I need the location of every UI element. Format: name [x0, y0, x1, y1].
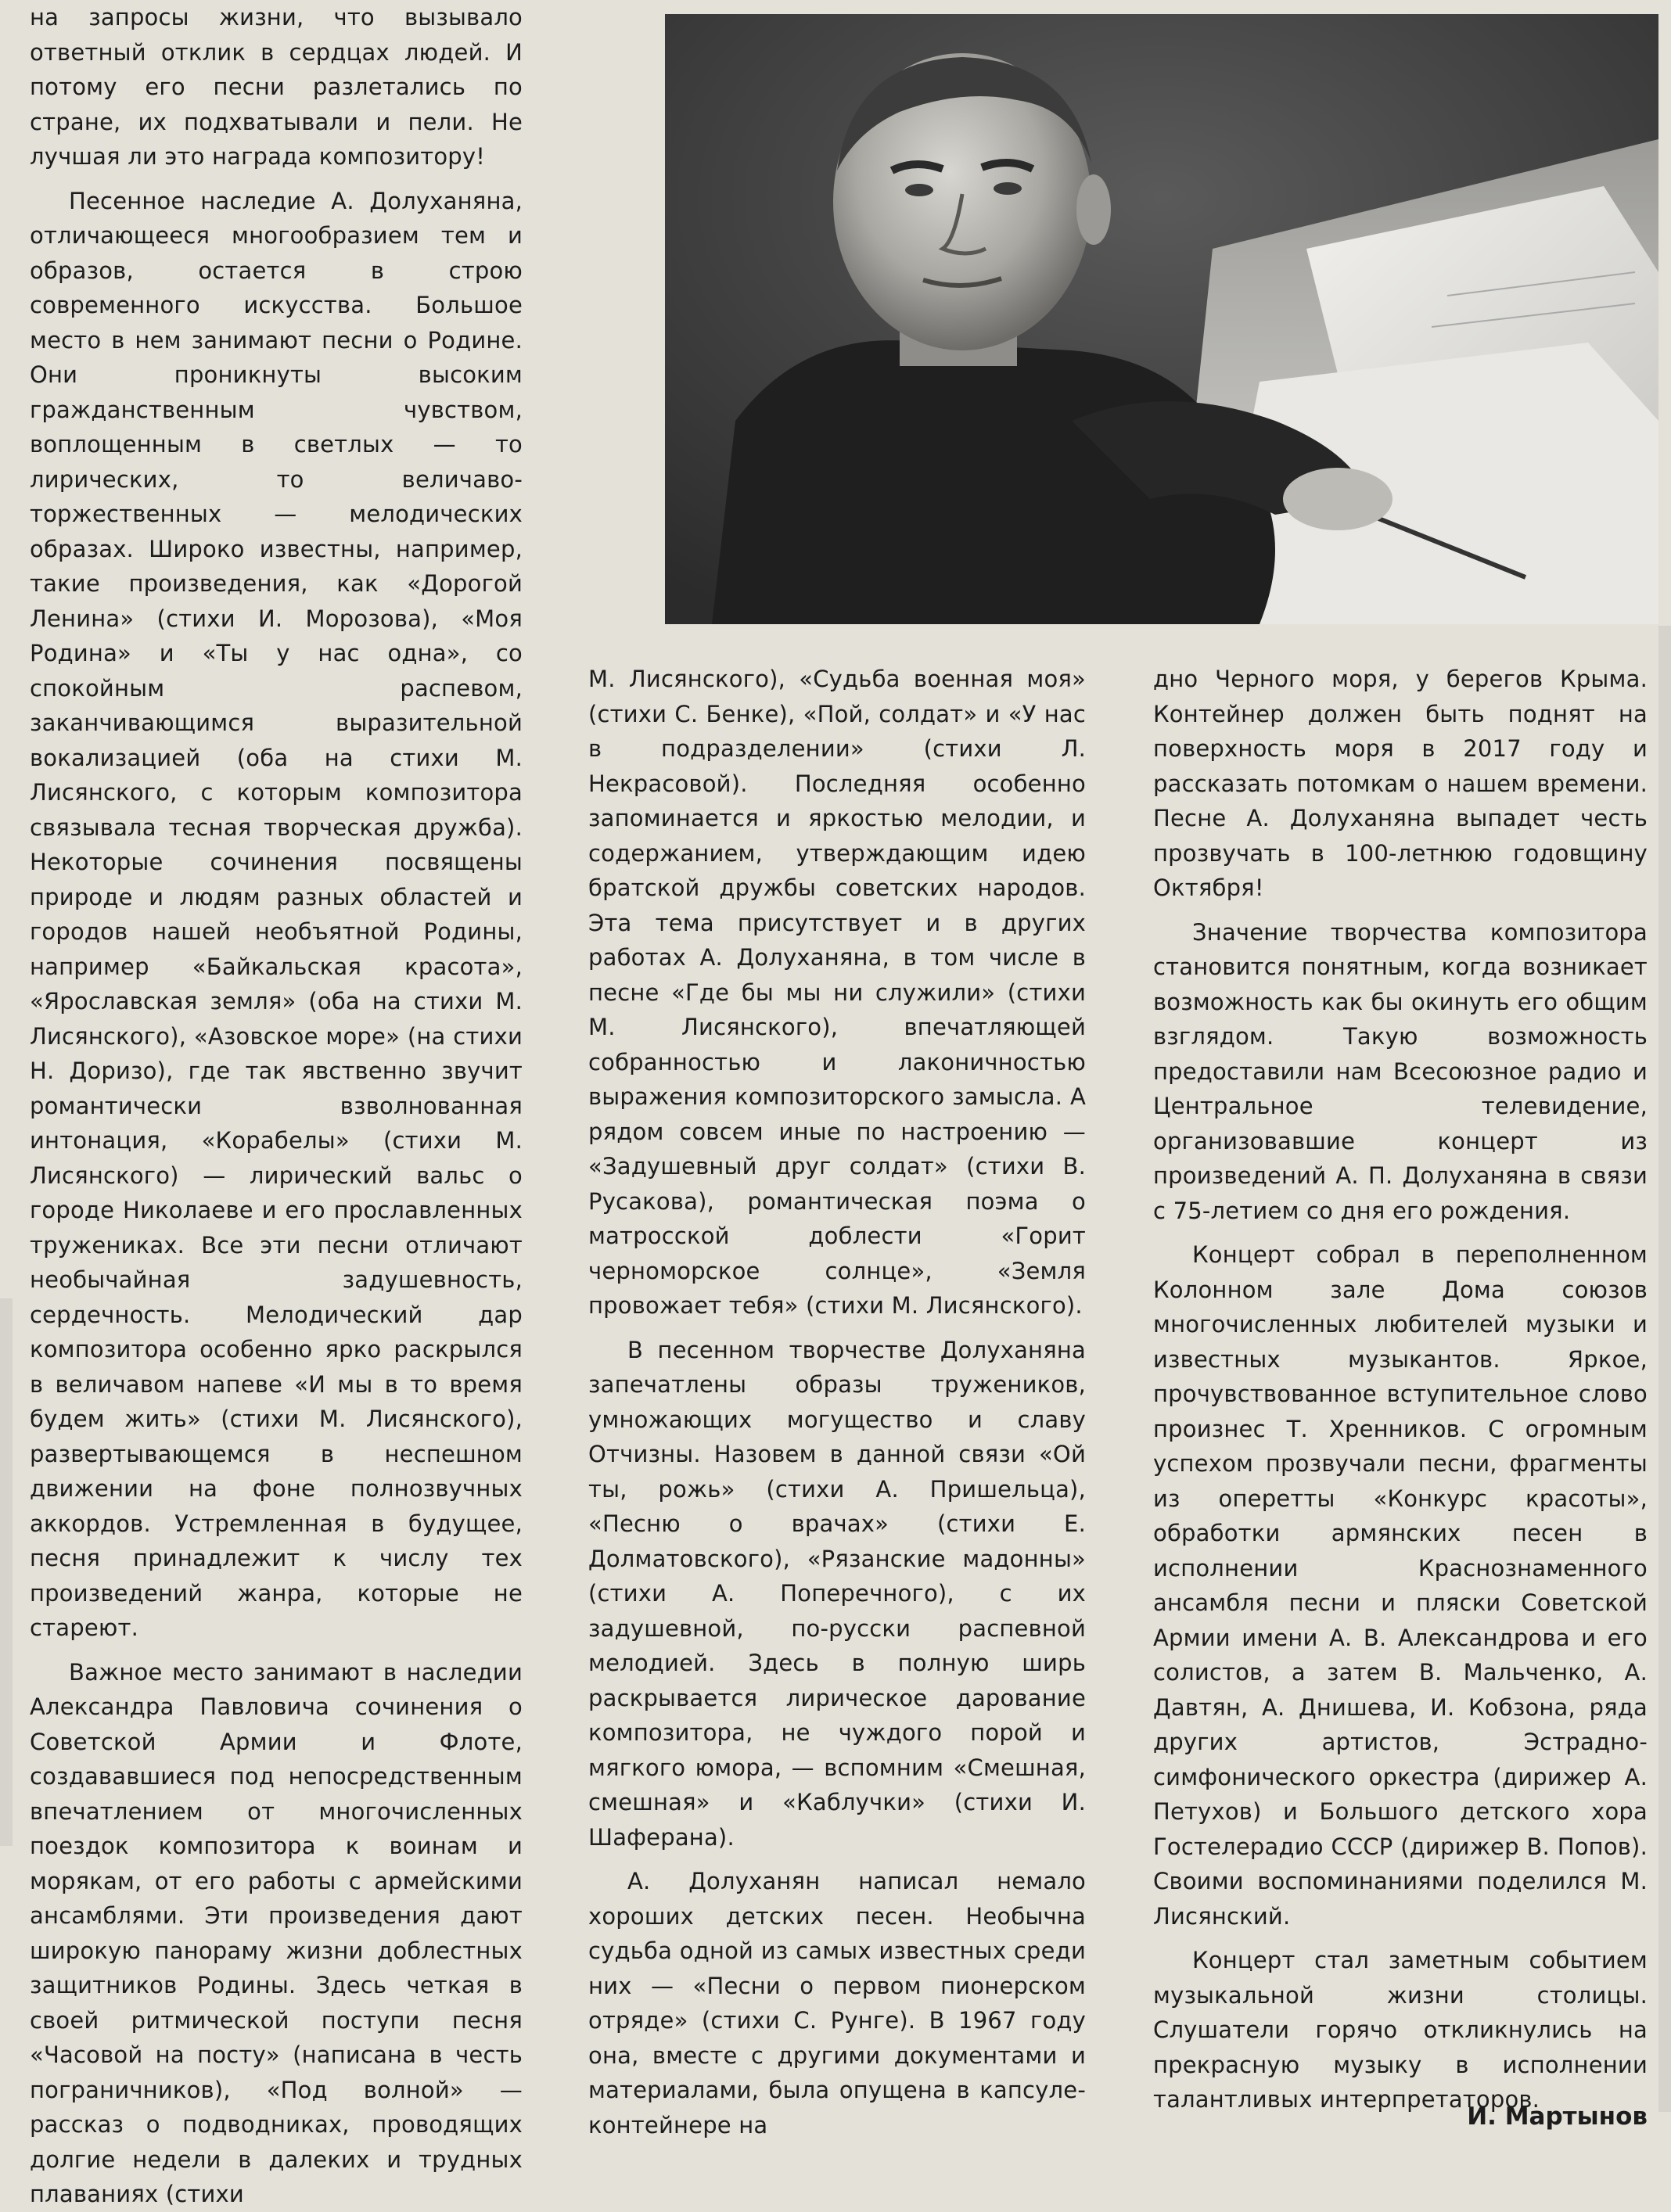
paragraph: Песенное наследие А. Долуханяна, отличающееся многообразием тем и образов, остается в строю современного искусства. Большое место в нем занимают песни о Родине. Они проникнуты высоким гражданственным чувством, воплощенным в светлых — то лирических, то величаво-торжественных — мелодических образах. Широко известны, например, такие произведения, как «Дорогой Ленина» (стихи И. Морозова), «Моя Родина» и «Ты у нас одна», со спокойным распевом, заканчивающимся выразительной вокализацией (оба на стихи М. Лисянского, с которым композитора связывала тесная творческая дружба). Некоторые сочинения посвящены природе и людям разных областей и городов нашей необъятной Родины, например «Байкальская красота», «Ярославская земля» (оба на стихи М. Лисянского), «Азовское море» (на стихи Н. Доризо), где так явственно звучит романтически взволнованная интонация, «Корабелы» (стихи М. Лисянского) — лирический вальс о городе Николаеве и его прославленных тружениках. Все эти песни отличают необычайная задушевность, сердечность. Мелодический дар композитора особенно ярко раскрылся в величавом напеве «И мы в то время будем жить» (стихи М. Лисянского), развертывающемся в неспешном движении на фоне полнозвучных аккордов. Устремленная в будущее, песня принадлежит к числу тех произведений жанра, которые не стареют.: [30, 187, 523, 1641]
paragraph: В песенном творчестве Долуханяна запечатлены образы тружеников, умножающих могущество и славу Отчизны. Назовем в данной связи «Ой ты, рожь» (стихи А. Пришельца), «Песню о врачах» (стихи Е. Долматовского), «Рязанские мадонны» (стихи А. Поперечного), с их задушевной, по-русски распевной мелодией. Здесь в полную ширь раскрывается лирическое дарование композитора, не чуждого порой и мягкого юмора, — вспомним «Смешная, смешная» и «Каблучки» (стихи И. Шаферана).: [588, 1336, 1086, 1851]
paragraph: Важное место занимают в наследии Александра Павловича сочинения о Советской Армии и Флоте, создававшиеся под непосредственным впечатлением от многочисленных поездок композитора к воинам и морякам, от его работы с армейскими ансамблями. Эти произведения дают широкую панораму жизни доблестных защитников Родины. Здесь четкая в своей ритмической поступи песня «Часовой на посту» (написана в честь пограничников), «Под волной» — рассказ о подводниках, проводящих долгие недели в далеких и трудных плаваниях (стихи: [30, 1658, 523, 2207]
composer-portrait-image: [665, 14, 1658, 624]
paragraph: А. Долуханян написал немало хороших детских песен. Необычна судьба одной из самых известных среди них — «Песни о первом пионерском отряде» (стихи С. Рунге). В 1967 году она, вместе с другими документами и материалами, была опущена в капсуле-контейнере на: [588, 1868, 1086, 2138]
article-column-1: [30, 0, 523, 2212]
article-column-3: [1153, 662, 1648, 2117]
composer-photo: [665, 14, 1658, 624]
paragraph: Концерт собрал в переполненном Колонном зале Дома союзов многочисленных любителей музыки и известных музыкантов. Яркое, прочувствованное вступительное слово произнес Т. Хренников. С огромным успехом прозвучали песни, фрагменты из оперетты «Конкурс красоты», обработки армянских песен в исполнении Краснознаменного ансамбля песни и пляски Советской Армии имени А. В. Александрова и его солистов, а затем В. Мальченко, А. Давтян, А. Днишева, И. Кобзона, ряда других артистов, Эстрадно-симфонического оркестра (дирижер А. Петухов) и Большого детского хора Гостелерадио СССР (дирижер В. Попов). Своими воспоминаниями поделился М. Лисянский.: [1153, 1241, 1648, 1930]
paragraph: Значение творчества композитора становится понятным, когда возникает возможность как бы окинуть его общим взглядом. Такую возможность предоставили нам Всесоюзное радио и Центральное телевидение, организовавшие концерт из произведений А. П. Долуханяна в связи с 75-летием со дня его рождения.: [1153, 918, 1648, 1224]
paragraph: М. Лисянского), «Судьба военная моя» (стихи С. Бенке), «Пой, солдат» и «У нас в подразделении» (стихи Л. Некрасовой). Последняя особенно запоминается и яркостью мелодии, и содержанием, утверждающим идею братской дружбы советских народов. Эта тема присутствует и в других работах А. Долуханяна, в том числе в песне «Где бы мы ни служили» (стихи М. Лисянского), впечатляющей собранностью и лаконичностью выражения композиторского замысла. А рядом совсем иные по настроению — «Задушевный друг солдат» (стихи В. Русакова), романтическая поэма о матросской доблести «Горит черноморское солнце», «Земля провожает тебя» (стихи М. Лисянского).: [588, 666, 1086, 1319]
paragraph: Концерт стал заметным событием музыкальной жизни столицы. Слушатели горячо откликнулись на прекрасную музыку в исполнении талантливых интерпретаторов.: [1153, 1947, 1648, 2113]
paragraph: на запросы жизни, что вызывало ответный отклик в сердцах людей. И потому его песни разлетались по стране, их подхватывали и пели. Не лучшая ли это награда композитору!: [30, 4, 523, 170]
paper-fold-left: [0, 1298, 13, 1846]
paper-fold-right: [1658, 626, 1671, 2112]
article-column-2: [588, 662, 1086, 2142]
author-signature: И. Мартынов: [1467, 2102, 1648, 2131]
paragraph: дно Черного моря, у берегов Крыма. Контейнер должен быть поднят на поверхность моря в 2017 году и рассказать потомкам о нашем времени. Песне А. Долуханяна выпадет честь прозвучать в 100-летнюю годовщину Октября!: [1153, 666, 1648, 901]
